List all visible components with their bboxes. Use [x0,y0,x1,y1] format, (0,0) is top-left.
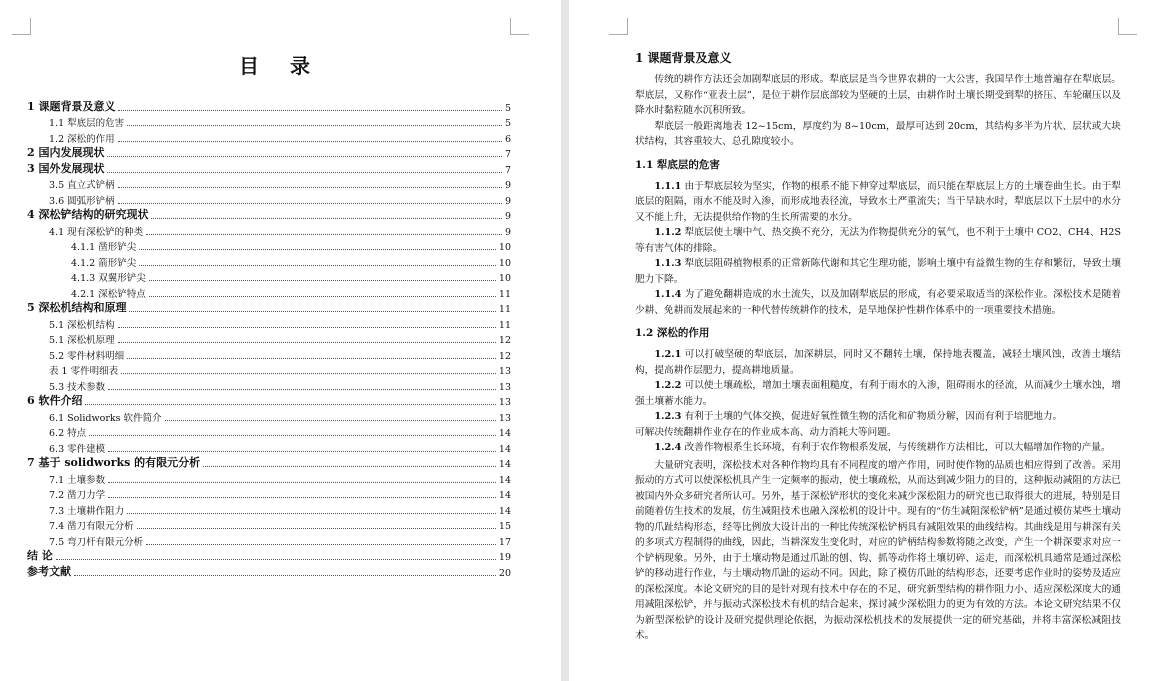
paragraph: 传统的耕作方法还会加剧犁底层的形成。犁底层是当今世界农耕的一大公害，我国旱作土地普遍存在犁底层。犁底层，又称作“亚表土层”，是位于耕作层底部较为坚硬的土层，由耕作时土壤长期受到犁的挤压、车轮碾压以及降水时黏粒随水沉积所致。 [635,74,1121,116]
toc-title: 目 录 [239,54,322,78]
toc-entry-text: 5 深松机结构和原理 [27,301,127,314]
toc-entry[interactable] [27,253,511,269]
section-heading-1: 1 课题背景及意义 [635,51,732,65]
toc-page-number: 11 [498,319,511,331]
paragraph: 大量研究表明，深松技术对各种作物均具有不同程度的增产作用，同时使作物的品质也相应得到了改善。采用振动的方式可以使深松机具产生一定频率的振动，使土壤疏松，从而达到减少阻力的目的，这种振动减阻的方法已被国内外众多研究者所认可。另外，基于深松铲形状的变化来减少深松阻力的研究也已取得很大的进展，特别是目前随着仿生技术的发展，仿生减阻技术也融入深松机的设计中。现有的“仿生减阻深松铲柄”是通过模仿某些土壤动物的爪趾结构形态，经等比例放大设计出的一种比传统深松铲柄具有减阻效果的曲线结构。其曲线是用与耕深有关的多项式方程制得的曲线，因此，当耕深发生变化时，对应的铲柄结构参数将随之改变，产生一个耕深要求对应一个铲柄现象。另外，由于土壤动物是通过爪趾的刨、钩、抓等动作将土壤切碎、运走，而深松机具通常是通过深松铲的移动进行作业，与土壤动物爪趾的运动不同。因此，除了模仿爪趾的结构形态，还要考虑作业时的姿势及适应的深松深度。本论文研究的目的是针对现有技术中存在的不足，研究新型结构的耕作阻力小、适应深松深度大的通用减阻深松铲，并与振动式深松技术有机的结合起来，探讨减少深松阻力的更为有效的方法。本论文研究结果不仅为新型深松铲的设计及研究提供理论依据，为振动深松机技术的发展提供一定的研究基础，并将丰富深松减阻技术。 [635,459,1121,641]
toc-page-number: 14 [498,443,511,455]
toc-leader-dots [107,172,501,173]
toc-leader-dots [108,482,496,483]
toc-entry[interactable] [27,145,511,161]
paragraph-1-2-3: 1.2.3 有利于土壤的气体交换，促进好氧性微生物的活化和矿物质分解，因而有利于培肥地力。 [654,411,1063,422]
toc-leader-dots [146,234,502,235]
toc-entry[interactable] [27,114,511,130]
toc-entry[interactable] [27,284,511,300]
toc-leader-dots [108,389,496,390]
subsection-heading-1-1: 1.1 犁底层的危害 [635,158,720,171]
toc-page-number: 5 [504,102,511,114]
toc-leader-dots [127,513,496,514]
toc-page-number: 14 [498,428,511,439]
toc-leader-dots [56,559,496,560]
toc-entry-text: 7.4 凿刀有限元分析 [49,521,134,532]
toc-entry-text: 4 深松铲结构的研究现状 [27,208,149,221]
crop-mark-top-left [609,18,628,35]
toc-entry-text: 表 1 零件明细表 [49,366,119,377]
toc-entry-text: 7.5 弯刀杆有限元分析 [49,536,144,548]
toc-leader-dots [149,280,496,281]
toc-entry-text: 7.1 土壤参数 [49,474,106,486]
toc-leader-dots [137,528,496,529]
paragraph-1-2-2: 1.2.2 可以使土壤疏松，增加土壤表面粗糙度，有利于雨水的入渗，阻碍雨水的径流，从而减少土壤水蚀，增强土壤蓄水能力。 [635,380,1121,407]
toc-leader-dots [149,296,496,297]
toc-entry[interactable] [27,176,511,192]
toc-leader-dots [118,342,496,343]
toc-entry-text: 6.1 Solidworks 软件简介 [49,412,162,424]
toc-page-number: 10 [498,273,511,284]
crop-mark-top-right [510,18,529,35]
toc-leader-dots [127,358,496,359]
toc-page-number: 14 [498,490,511,501]
toc-page-number: 7 [504,164,511,176]
toc-leader-dots [118,141,502,142]
toc-page-number: 12 [498,350,511,362]
toc-entry-text: 参考文献 [27,564,71,578]
toc-entry-text: 5.2 零件材料明细 [49,350,125,362]
toc-entry-text: 4.1.1 凿形铲尖 [71,242,137,253]
toc-entry[interactable] [27,517,511,533]
toc-page-number: 13 [498,381,511,393]
toc-page-number: 12 [498,335,511,346]
toc-page-number: 9 [504,226,511,238]
toc-entry-text: 1 课题背景及意义 [27,99,116,113]
toc-leader-dots [107,156,501,157]
toc-entry[interactable] [27,408,511,424]
toc-leader-dots [151,218,501,219]
toc-entry[interactable] [27,315,511,331]
toc-leader-dots [74,575,496,576]
toc-entry[interactable] [27,331,511,347]
toc-page-number: 10 [498,242,511,253]
toc-page-number: 9 [504,180,511,191]
toc-page-number: 13 [498,366,511,377]
toc-entry[interactable] [27,222,511,238]
toc-entry[interactable] [27,160,511,176]
toc-entry-text: 5.1 深松机结构 [49,319,115,331]
toc-entry-text: 结 论 [27,549,53,562]
toc-entry[interactable] [27,238,511,254]
toc-page-number: 5 [504,118,511,129]
crop-mark-top-right [1118,18,1137,35]
paragraph-1-1-1: 1.1.1 由于犁底层较为坚实，作物的根系不能下伸穿过犁底层，而只能在犁底层上方的土壤巻曲生长。由于犁底层的阻隔，雨水不能及时入渗，而形成地表径流，导致水土严重流失；当干旱缺水时，犁底层以下土层中的水分又不能上升，无法提供给作物的生长所需要的水分。 [635,180,1121,223]
toc-entry[interactable] [27,393,511,409]
content-page [569,0,1154,681]
toc-page-number: 11 [498,304,511,315]
toc-entry-text: 7.3 土壤耕作阻力 [49,505,125,517]
toc-leader-dots [127,125,502,126]
toc-list [27,98,511,579]
toc-entry-text: 3 国外发展现状 [27,161,105,175]
toc-entry[interactable] [27,486,511,502]
toc-page-number: 9 [504,211,511,222]
toc-page-number: 7 [504,149,511,160]
toc-page-number: 9 [504,195,511,207]
toc-entry-text: 4.2.1 深松铲特点 [71,288,146,300]
toc-entry[interactable] [27,532,511,548]
toc-entry[interactable] [27,269,511,285]
toc-leader-dots [118,203,502,204]
toc-entry[interactable] [27,455,511,471]
toc-leader-dots [118,110,501,111]
toc-page-number: 13 [498,397,511,408]
paragraph-1-1-3: 1.1.3 犁底层阻碍植物根系的正常新陈代谢和其它生理功能，影响土壤中有益微生物的生存和繁衍，导致土壤肥力下降。 [635,258,1121,285]
toc-entry[interactable] [27,191,511,207]
toc-entry[interactable] [27,548,511,564]
toc-leader-dots [146,544,496,545]
toc-entry-text: 4.1 现有深松铲的种类 [49,226,144,238]
toc-page-number: 14 [498,505,511,517]
toc-entry[interactable] [27,470,511,486]
toc-entry[interactable] [27,424,511,440]
crop-mark-top-left [12,18,31,35]
paragraph-1-1-2: 1.1.2 犁底层使土壤中气、热交换不充分，无法为作物提供充分的氧气，也不利于土壤中 CO2、CH4、H2S 等有害气体的排除。 [635,227,1121,254]
paragraph-1-1-4: 1.1.4 为了避免翻耕造成的水土流失，以及加剧犁底层的形成，有必要采取适当的深松作业。深松技术是随着少耕、免耕而发展起来的一种代替传统耕作的技术，是旱地保护性耕作体系中的一项重要技术措施。 [635,289,1121,316]
toc-leader-dots [108,451,496,452]
toc-entry-text: 5.3 技术参数 [49,381,106,393]
toc-page-number: 10 [498,257,511,269]
toc-entry[interactable] [27,207,511,223]
toc-leader-dots [203,466,496,467]
toc-page-number: 14 [498,459,511,470]
toc-entry[interactable] [27,563,511,579]
paragraph-1-2-1: 1.2.1 可以打破坚硬的犁底层，加深耕层，同时又不翻转土壤，保持地表覆盖，减轻土壤风蚀，改善土壤结构，提高耕作层肥力，提高耕地质量。 [635,349,1121,376]
toc-page-number: 11 [498,288,511,300]
toc-entry[interactable] [27,129,511,145]
toc-leader-dots [85,404,495,405]
paragraph: 犁底层一般距离地表 12~15cm，厚度约为 8~10cm，最厚可达到 20cm，其结构多半为片状、层状或大块状结构，其容重较大、总孔隙度较小。 [635,120,1121,147]
toc-page-number: 19 [498,552,511,563]
toc-leader-dots [139,249,496,250]
toc-page-number: 13 [498,412,511,424]
toc-leader-dots [108,497,496,498]
toc-entry-text: 7.2 凿刀力学 [49,490,106,501]
toc-entry-text: 1.1 犁底层的危害 [49,118,125,129]
toc-leader-dots [139,265,496,266]
toc-entry-text: 5.1 深松机原理 [49,335,115,346]
toc-leader-dots [121,373,496,374]
toc-leader-dots [118,187,502,188]
toc-entry[interactable] [27,346,511,362]
toc-entry-text: 7 基于 solidworks 的有限元分析 [27,456,201,469]
toc-page [0,0,561,681]
toc-entry[interactable] [27,300,511,316]
toc-entry-text: 4.1.2 箭形铲尖 [71,257,137,269]
document-body [635,48,1121,644]
toc-leader-dots [89,435,496,436]
subsection-heading-1-2: 1.2 深松的作用 [635,327,710,339]
toc-entry[interactable] [27,362,511,378]
toc-page-number: 15 [498,521,511,532]
toc-leader-dots [118,327,496,328]
toc-entry-text: 4.1.3 双翼形铲尖 [71,273,146,284]
toc-leader-dots [165,420,496,421]
paragraph-1-2-4: 1.2.4 改善作物根系生长环境，有利于农作物根系发展，与传统耕作方法相比，可以大幅增加作物的产量。 [654,442,1111,453]
toc-page-number: 14 [498,474,511,486]
toc-entry-text: 2 国内发展现状 [27,146,105,159]
toc-entry[interactable] [27,501,511,517]
toc-leader-dots [129,311,495,312]
toc-page-number: 6 [504,133,511,145]
toc-page-number: 17 [498,536,511,548]
paragraph: 可解决传统翻耕作业存在的作业成本高、动力消耗大等问题。 [635,426,897,438]
toc-entry-text: 1.2 深松的作用 [49,133,115,145]
toc-entry-text: 6 软件介绍 [27,394,83,407]
toc-page-number: 20 [498,567,511,579]
toc-entry[interactable] [27,377,511,393]
toc-entry[interactable] [27,98,511,114]
toc-entry[interactable] [27,439,511,455]
toc-entry-text: 3.5 直立式铲柄 [49,180,115,191]
toc-entry-text: 6.3 零件建模 [49,443,106,455]
toc-entry-text: 6.2 特点 [49,428,87,439]
toc-entry-text: 3.6 圆弧形铲柄 [49,195,115,207]
